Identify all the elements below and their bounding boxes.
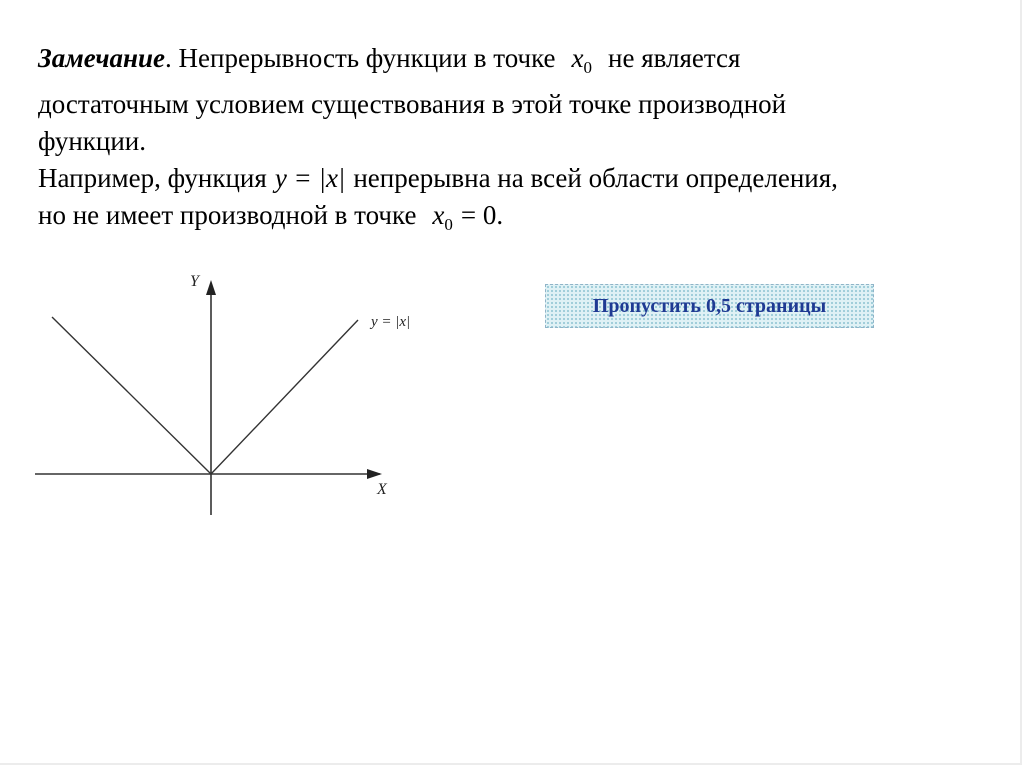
abs-function-graph <box>30 262 450 522</box>
remark-title: Замечание <box>38 43 166 73</box>
example-line-2: но не имеет производной в точке <box>38 200 417 230</box>
y-axis-label: Y <box>190 273 199 290</box>
curve-label: y = |x| <box>371 314 411 330</box>
skip-half-page-label: Пропустить 0,5 страницы <box>592 294 827 317</box>
x-axis-arrow-icon <box>367 469 382 479</box>
example-x0-variable: x <box>432 200 445 230</box>
example-formula: y = |x| <box>274 163 346 193</box>
x0-variable: x <box>571 43 584 73</box>
slide-text <box>38 40 998 243</box>
abs-curve <box>52 317 358 474</box>
example-paragraph <box>38 160 998 243</box>
example-x0-subscript: 0 <box>444 215 453 234</box>
remark-line-3: функции. <box>38 126 146 156</box>
x-axis-label: X <box>377 481 387 498</box>
remark-line-2: достаточным условием существования в этой точке производной <box>38 89 787 119</box>
y-axis-arrow-icon <box>206 280 216 295</box>
x0-subscript: 0 <box>583 58 593 77</box>
skip-half-page-button[interactable] <box>545 284 874 328</box>
example-text-2: непрерывна на всей области определения, <box>353 163 838 193</box>
remark-paragraph <box>38 40 998 160</box>
remark-text-2: не является <box>608 43 741 73</box>
example-x0-value: = 0. <box>460 200 504 230</box>
remark-text-1: . Непрерывность функции в точке <box>165 43 556 73</box>
example-text-1: Например, функция <box>38 163 267 193</box>
